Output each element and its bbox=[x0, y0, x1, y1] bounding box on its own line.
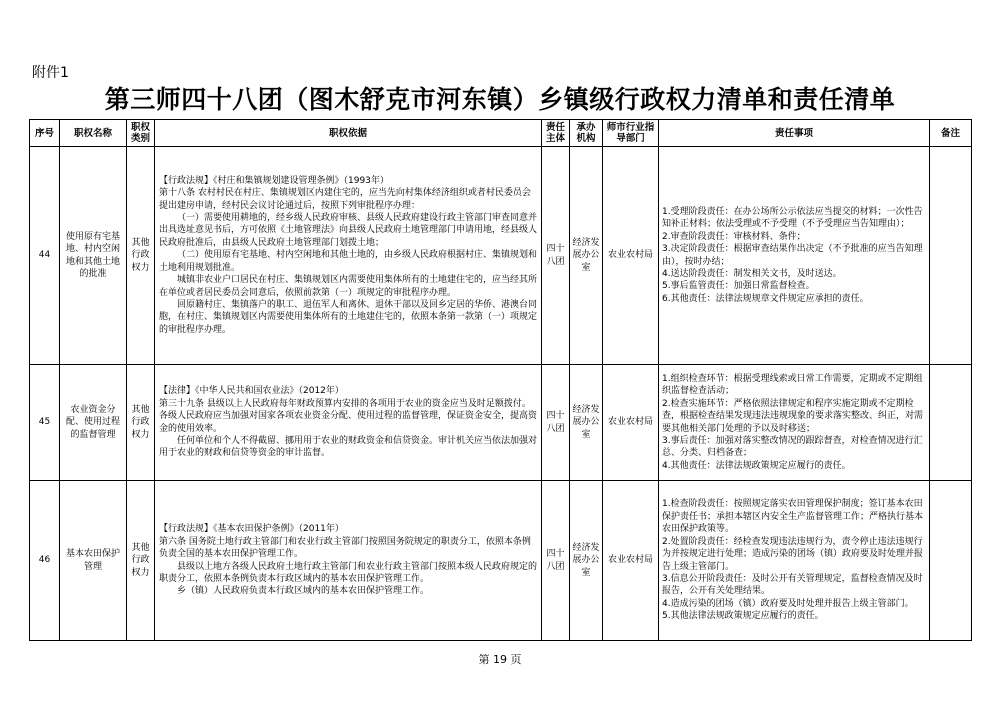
table-row bbox=[30, 365, 972, 481]
basis-line: 县级以上地方各级人民政府土地行政主管部门和农业行政主管部门按照本级人民政府规定的职责分工，依照本条例负责本行政区域内的基本农田保护管理工作。 bbox=[159, 561, 538, 584]
basis-line: 第十八条 农村村民在村庄、集镇规划区内建住宅的，应当先向村集体经济组织或者村民委员会提出建房申请，经村民会议讨论通过后，按照下列审批程序办理： bbox=[159, 188, 531, 211]
row-name: 使用原有宅基地、村内空闲地和其他土地的批准 bbox=[60, 147, 127, 365]
row-category: 其他行政权力 bbox=[127, 365, 155, 481]
basis-line: 城镇非农业户口居民在村庄、集镇规划区内需要使用集体所有的土地建住宅的，应当经其所在单位或者居民委员会同意后，依照前款第（一）项规定的审批程序办理。 bbox=[159, 275, 538, 298]
header-org: 承办机构 bbox=[570, 120, 603, 147]
row-basis bbox=[155, 147, 542, 365]
header-name: 职权名称 bbox=[60, 120, 127, 147]
basis-line: 回原籍村庄、集镇落户的职工、退伍军人和离休、退休干部以及回乡定居的华侨、港澳台同胞，在村庄、集镇规划区内需要使用集体所有的土地建住宅的，依照本条第一款第（一）项规定的审批程序办理。 bbox=[159, 299, 538, 335]
header-subject: 责任主体 bbox=[542, 120, 570, 147]
duty-line: 3.事后责任：加强对落实整改情况的跟踪督查，对检查情况进行汇总、分类、归档备查； bbox=[662, 435, 923, 459]
duty-line: 2.检查实施环节：严格依照法律规定和程序实施定期或不定期检查，根据检查结果发现违法违规现象的要求落实整改、纠正，对需要其他相关部门处理的予以及时移送； bbox=[662, 398, 924, 434]
duty-line: 2.审查阶段责任：审核材料、条件； bbox=[662, 231, 806, 242]
duty-line: 5.其他法律法规政策规定应履行的责任。 bbox=[662, 611, 824, 622]
power-responsibility-table bbox=[29, 119, 972, 641]
row-org: 经济发展办公室 bbox=[570, 147, 603, 365]
row-duties bbox=[659, 147, 930, 365]
row-remarks bbox=[930, 365, 972, 481]
basis-line: 乡（镇）人民政府负责本行政区域内的基本农田保护管理工作。 bbox=[177, 586, 430, 597]
row-duties bbox=[659, 365, 930, 481]
basis-line: 第六条 国务院土地行政主管部门和农业行政主管部门按照国务院规定的职责分工，依照本条例负责全国的基本农田保护管理工作。 bbox=[159, 536, 531, 560]
duty-line: 4.送达阶段责任：制发相关文书，及时送达。 bbox=[662, 268, 842, 279]
row-guide: 农业农村局 bbox=[603, 481, 659, 641]
duty-line: 1.组织检查环节：根据受理线索或日常工作需要，定期或不定期组织监督检查活动； bbox=[662, 373, 923, 397]
basis-line: 【法律】《中华人民共和国农业法》（2012年） bbox=[159, 386, 344, 397]
duty-line: 4.造成污染的团场（镇）政府要及时处理并报告上级主管部门。 bbox=[662, 598, 914, 609]
row-remarks bbox=[930, 481, 972, 641]
basis-line: 第三十九条 县级以上人民政府每年财政预算内安排的各项用于农业的资金应当及时足额拨付。各级人民政府应当加强对国家各项农业资金分配、使用过程的监督管理，保证资金安全，提高资金的使用效率。 bbox=[159, 398, 538, 434]
row-org: 经济发展办公室 bbox=[570, 481, 603, 641]
basis-line: （二）使用原有宅基地、村内空闲地和其他土地的，由乡级人民政府根据村庄、集镇规划和土地利用规划批准。 bbox=[159, 250, 538, 273]
duty-line: 1.受理阶段责任：在办公场所公示依法应当提交的材料；一次性告知补正材料；依法受理或不予受理（不予受理应当告知理由）； bbox=[662, 206, 923, 230]
table-row bbox=[30, 481, 972, 641]
row-seq: 45 bbox=[30, 365, 60, 481]
header-guide: 师市行业指导部门 bbox=[603, 120, 659, 147]
duty-line: 3.信息公开阶段责任：及时公开有关管理规定，监督检查情况及时报告，公开有关处理结果。 bbox=[662, 573, 923, 597]
basis-line: （一）需要使用耕地的，经乡级人民政府审核、县级人民政府建设行政主管部门审查同意并出具选址意见书后，方可依照《土地管理法》向县级人民政府土地管理部门申请用地，经县级人民政府批准后，由县级人民政府土地管理部门划拨土地； bbox=[159, 213, 538, 248]
duty-line: 2.处置阶段责任：经检查发现违法违规行为，责令停止违法违规行为并按规定进行处理；造成污染的团场（镇）政府要及时处理并报告上级主管部门。 bbox=[662, 536, 924, 572]
row-subject: 四十八团 bbox=[542, 147, 570, 365]
table-header-row bbox=[30, 120, 972, 147]
header-seq: 序号 bbox=[30, 120, 60, 147]
table-row bbox=[30, 147, 972, 365]
duty-line: 4.其他责任：法律法规政策规定应履行的责任。 bbox=[662, 460, 851, 471]
basis-line: 任何单位和个人不得截留、挪用用于农业的财政资金和信贷资金。审计机关应当依法加强对用于农业的财政和信贷等资金的审计监督。 bbox=[159, 435, 538, 459]
row-name: 农业资金分配、使用过程的监督管理 bbox=[60, 365, 127, 481]
row-guide: 农业农村局 bbox=[603, 365, 659, 481]
row-subject: 四十八团 bbox=[542, 365, 570, 481]
row-duties bbox=[659, 481, 930, 641]
duty-line: 5.事后监管责任：加强日常监督检查。 bbox=[662, 281, 815, 292]
row-name: 基本农田保护管理 bbox=[60, 481, 127, 641]
header-duties: 责任事项 bbox=[659, 120, 930, 147]
row-seq: 44 bbox=[30, 147, 60, 365]
header-remarks: 备注 bbox=[930, 120, 972, 147]
row-basis bbox=[155, 481, 542, 641]
row-subject: 四十八团 bbox=[542, 481, 570, 641]
row-basis bbox=[155, 365, 542, 481]
header-category: 职权类别 bbox=[127, 120, 155, 147]
row-org: 经济发展办公室 bbox=[570, 365, 603, 481]
row-category: 其他行政权力 bbox=[127, 481, 155, 641]
row-guide: 农业农村局 bbox=[603, 147, 659, 365]
basis-line: 【行政法规】《村庄和集镇规划建设管理条例》（1993年） bbox=[159, 175, 389, 186]
header-basis: 职权依据 bbox=[155, 120, 542, 147]
duty-line: 1.检查阶段责任：按照规定落实农田管理保护制度；签订基本农田保护责任书；承担本辖区内安全生产监督管理工作；严格执行基本农田保护政策等。 bbox=[662, 499, 924, 535]
row-remarks bbox=[930, 147, 972, 365]
row-seq: 46 bbox=[30, 481, 60, 641]
document-title: 第三师四十八团（图木舒克市河东镇）乡镇级行政权力清单和责任清单 bbox=[104, 85, 896, 114]
basis-line: 【行政法规】《基本农田保护条例》（2011年） bbox=[159, 524, 344, 535]
row-category: 其他行政权力 bbox=[127, 147, 155, 365]
page-number: 第 19 页 bbox=[478, 653, 522, 666]
duty-line: 6.其他责任：法律法规规章文件规定应承担的责任。 bbox=[662, 293, 869, 304]
duty-line: 3.决定阶段责任：根据审查结果作出决定（不予批准的应当告知理由），按时办结； bbox=[662, 244, 923, 267]
attachment-label: 附件1 bbox=[32, 65, 69, 81]
